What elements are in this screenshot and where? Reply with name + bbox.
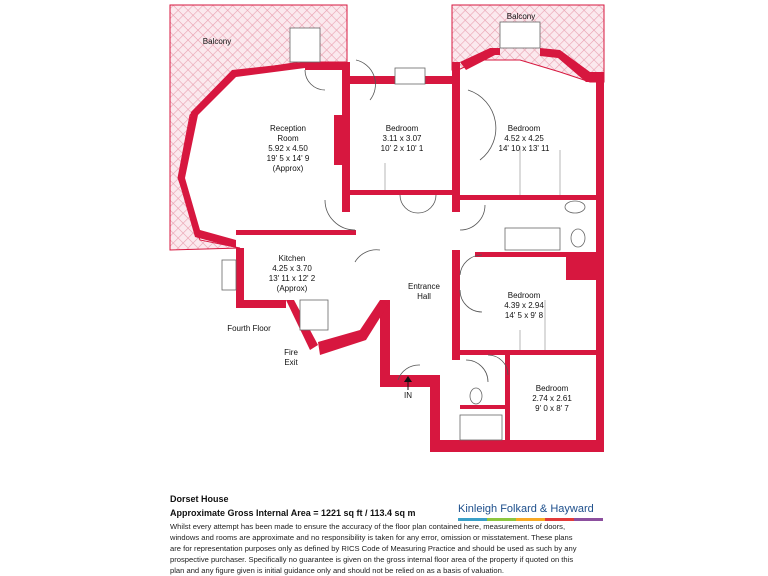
disclaimer-line: plan and any figure given is initial guidance only and should not be relied on as a basis of valuation. — [170, 566, 504, 575]
svg-text:4.39 x 2.94: 4.39 x 2.94 — [504, 301, 544, 310]
svg-text:10' 2 x 10' 1: 10' 2 x 10' 1 — [380, 144, 424, 153]
fire-exit-label-1: Fire — [284, 348, 298, 357]
brand-logo — [458, 503, 603, 521]
disclaimer — [170, 521, 610, 576]
svg-text:Kitchen: Kitchen — [278, 254, 306, 263]
svg-text:19' 5 x 14' 9: 19' 5 x 14' 9 — [266, 154, 310, 163]
balcony-right-label: Balcony — [506, 12, 536, 21]
svg-text:Bedroom: Bedroom — [507, 291, 541, 300]
svg-text:Room: Room — [277, 134, 299, 143]
svg-text:Bedroom: Bedroom — [507, 124, 541, 133]
room-bedroom-4 — [532, 384, 572, 413]
brand-color-segment — [458, 518, 487, 521]
disclaimer-line: Whilst every attempt has been made to ensure the accuracy of the floor plan contained here, measurements of doors, — [170, 522, 566, 531]
fourth-floor-label: Fourth Floor — [227, 324, 271, 333]
svg-text:Reception: Reception — [269, 124, 307, 133]
brand-name: Kinleigh Folkard & Hayward — [458, 503, 594, 515]
svg-text:4.25 x 3.70: 4.25 x 3.70 — [272, 264, 312, 273]
svg-text:2.74 x 2.61: 2.74 x 2.61 — [532, 394, 572, 403]
svg-text:Bedroom: Bedroom — [385, 124, 419, 133]
room-kitchen — [269, 254, 316, 293]
brand-color-segment — [516, 518, 545, 521]
balcony-left-area — [170, 5, 347, 250]
balcony-left-label: Balcony — [202, 37, 232, 46]
svg-text:5.92 x 4.50: 5.92 x 4.50 — [268, 144, 308, 153]
room-bedroom-1 — [381, 124, 424, 153]
svg-text:(Approx): (Approx) — [276, 284, 308, 293]
svg-text:14' 5 x 9' 8: 14' 5 x 9' 8 — [504, 311, 544, 320]
room-entrance-hall — [408, 282, 441, 301]
disclaimer-line: are for representation purposes only as defined by RICS Code of Measuring Practice and should be used as such by any — [170, 544, 577, 553]
svg-text:13' 11 x 12' 2: 13' 11 x 12' 2 — [268, 274, 316, 283]
room-bedroom-2 — [499, 124, 550, 153]
room-bedroom-3 — [504, 291, 544, 320]
property-name: Dorset House — [170, 494, 229, 504]
svg-text:9' 0 x 8' 7: 9' 0 x 8' 7 — [535, 404, 569, 413]
brand-color-bar — [458, 518, 603, 521]
svg-text:Bedroom: Bedroom — [535, 384, 569, 393]
brand-color-segment — [487, 518, 516, 521]
disclaimer-line: prospective purchaser. Specifically no guarantee is given on the gross internal floor area of the property if quoted on this — [170, 555, 574, 564]
svg-text:Entrance: Entrance — [407, 282, 441, 291]
svg-text:4.52 x 4.25: 4.52 x 4.25 — [504, 134, 544, 143]
gross-area: Approximate Gross Internal Area = 1221 sq ft / 113.4 sq m — [170, 508, 416, 518]
brand-color-segment — [545, 518, 574, 521]
disclaimer-line: windows and rooms are approximate and no responsibility is taken for any error, omission or misstatement. These plans — [170, 533, 573, 542]
svg-text:Hall: Hall — [417, 292, 431, 301]
fire-exit-label-2: Exit — [284, 358, 298, 367]
entry-label: IN — [404, 391, 412, 400]
brand-color-segment — [574, 518, 603, 521]
room-reception — [267, 124, 310, 173]
svg-text:3.11 x 3.07: 3.11 x 3.07 — [382, 134, 422, 143]
svg-text:14' 10 x 13' 11: 14' 10 x 13' 11 — [498, 144, 550, 153]
svg-text:(Approx): (Approx) — [272, 164, 304, 173]
